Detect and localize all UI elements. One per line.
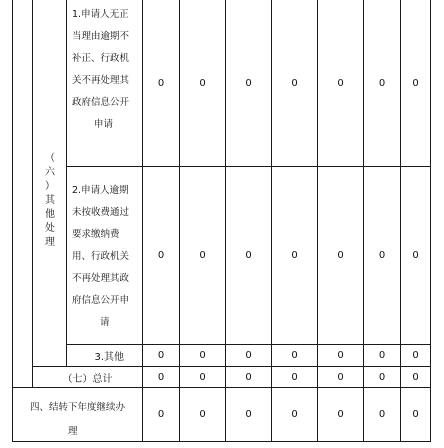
row-label-line: 2.申请人逾期 (72, 185, 129, 196)
row-label-line: 请 (100, 317, 110, 328)
row-label-line: 1.申请人无正 (72, 9, 129, 20)
row-label-line: 要求缴纳费 (72, 229, 120, 240)
value-cell: 0 (199, 350, 206, 361)
value-cell: 0 (157, 409, 165, 420)
group-label-char: 处 (45, 223, 55, 234)
row-label-line: 补正、行政机 (72, 53, 130, 64)
value-cell: 0 (412, 409, 419, 420)
row-label-line: 府信息公开申 (72, 295, 130, 306)
row-label-line: 理 (68, 426, 78, 437)
group-label-char: （ (45, 153, 55, 164)
value-cell: 0 (157, 77, 165, 89)
group-label-char: ） (45, 181, 55, 192)
value-cell: 0 (245, 350, 252, 361)
value-cell: 0 (378, 350, 386, 361)
value-cell: 0 (412, 371, 419, 383)
row-label-line: 关不再处理其 (72, 75, 130, 86)
value-cell: 0 (199, 77, 206, 89)
value-cell: 0 (337, 77, 344, 89)
value-cell: 0 (337, 371, 344, 383)
row-label-total: （七）总计 (62, 373, 113, 385)
row-label-line: 未按收费通过 (72, 207, 130, 218)
group-label-char: 他 (45, 209, 55, 220)
row-label-line: 政府信息公开 (72, 97, 130, 108)
rule (32, 0, 33, 388)
value-cell: 0 (337, 250, 344, 261)
value-cell: 0 (157, 371, 165, 383)
value-cell: 0 (378, 409, 386, 420)
value-cell: 0 (337, 350, 344, 361)
value-cell: 0 (337, 409, 344, 420)
value-cell: 0 (378, 77, 386, 89)
row-label-overdue-fees (72, 180, 142, 334)
row-label-other: 3.其他 (94, 352, 124, 363)
group-label-char: 六 (45, 167, 55, 178)
value-cell: 0 (199, 409, 206, 420)
rule (66, 0, 67, 367)
value-cell: 0 (245, 250, 252, 261)
value-cell: 0 (412, 250, 419, 261)
value-cell: 0 (378, 250, 386, 261)
value-cell: 0 (378, 371, 386, 383)
value-cell: 0 (412, 77, 419, 89)
value-cell: 0 (157, 350, 165, 361)
value-cell: 0 (199, 371, 206, 383)
rule (430, 0, 431, 442)
group-label-char: 其 (45, 195, 55, 206)
row-label-overdue-correction (72, 4, 142, 136)
value-cell: 0 (199, 250, 206, 261)
value-cell: 0 (291, 409, 298, 420)
value-cell: 0 (245, 77, 252, 89)
row-label-line: 四、结转下年度继续办 (30, 402, 126, 413)
value-cell: 0 (245, 371, 252, 383)
value-cell: 0 (291, 77, 298, 89)
group-label-other-processing (43, 152, 57, 250)
value-cell: 0 (157, 250, 165, 261)
value-cell: 0 (291, 250, 298, 261)
value-cell: 0 (291, 371, 298, 383)
row-label-line: 当理由逾期不 (72, 31, 130, 42)
row-label-line: 不再处理其政 (72, 273, 130, 284)
rule (12, 0, 13, 442)
group-label-char: 理 (45, 237, 55, 248)
value-cell: 0 (412, 350, 419, 361)
row-label-carry-over (30, 396, 142, 444)
row-label-line: 申请 (94, 119, 114, 130)
value-cell: 0 (291, 350, 298, 361)
row-label-line: 用、行政机关 (72, 251, 130, 262)
value-cell: 0 (245, 409, 252, 420)
